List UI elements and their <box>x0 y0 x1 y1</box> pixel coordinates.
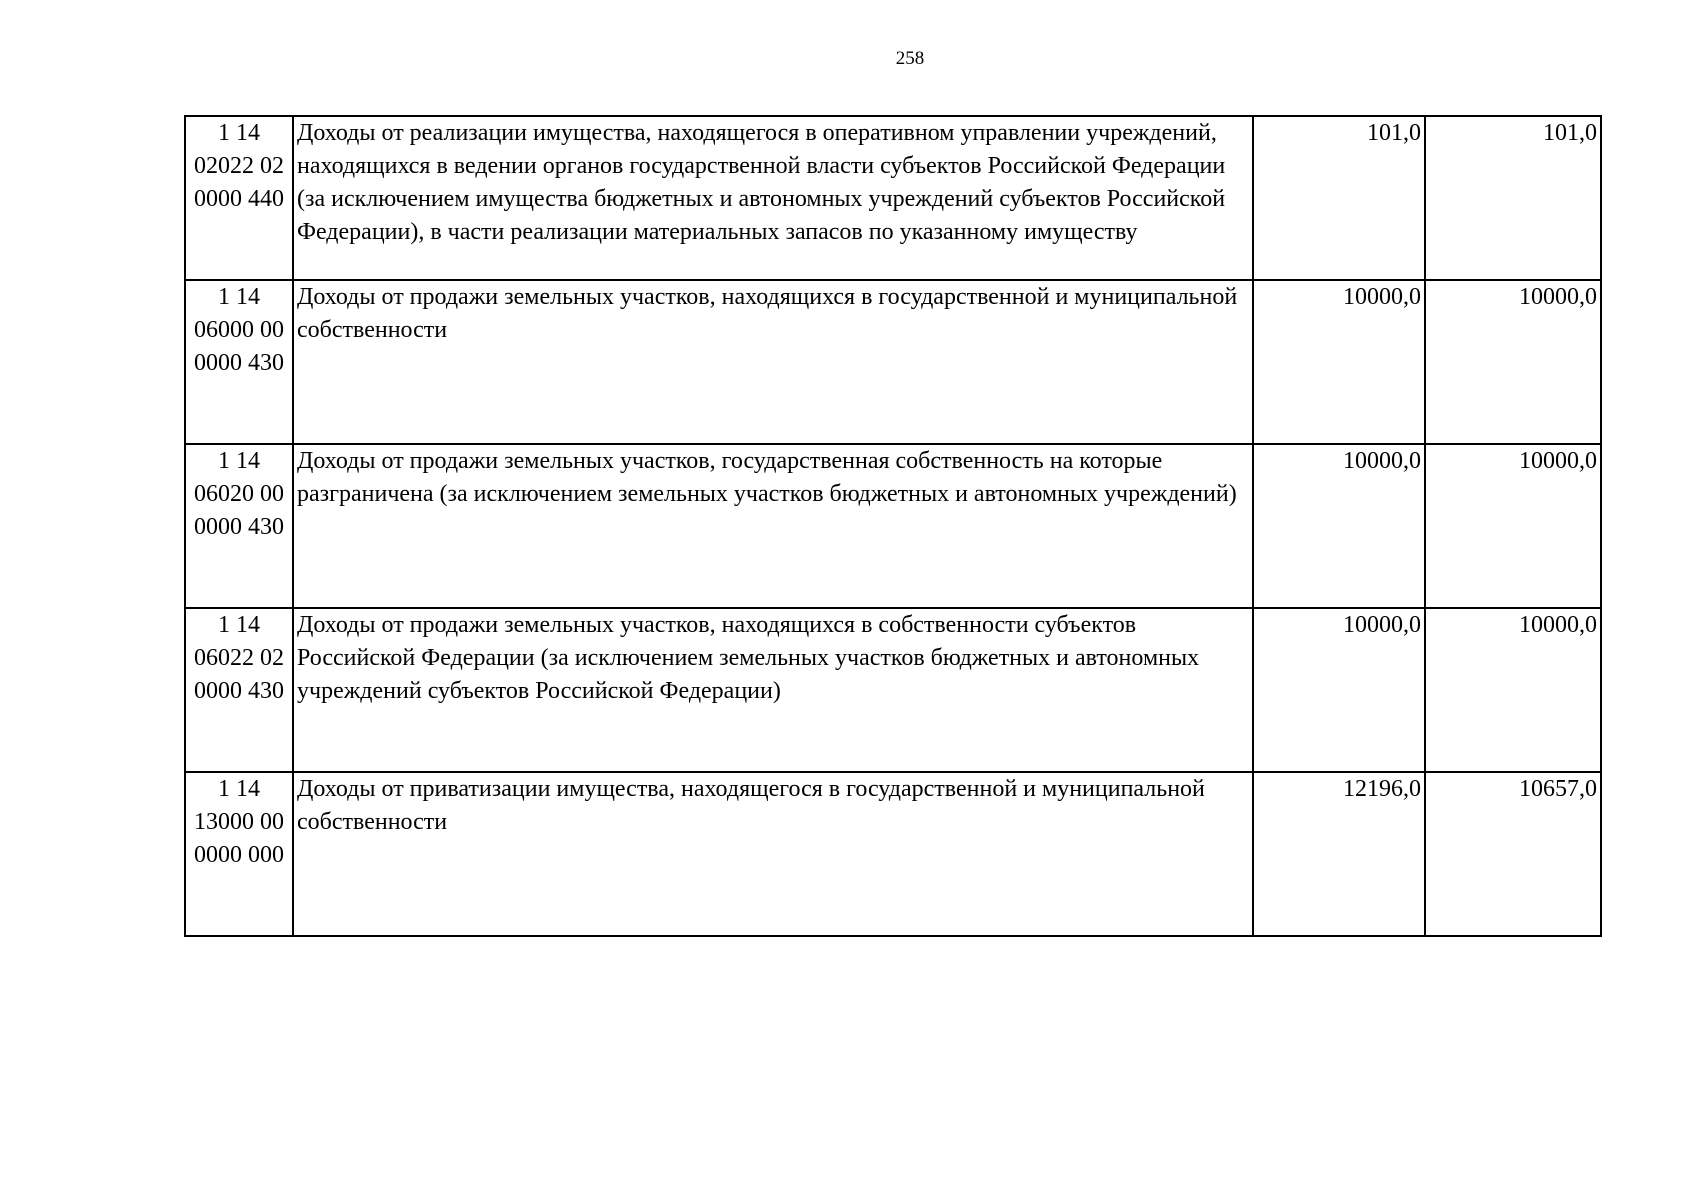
budget-code-cell <box>185 444 293 608</box>
table-row <box>185 608 1601 772</box>
value2-cell: 101,0 <box>1425 116 1601 280</box>
code-line: 1 14 <box>218 612 260 638</box>
budget-code-cell <box>185 772 293 936</box>
budget-code-cell <box>185 608 293 772</box>
value1-cell: 10000,0 <box>1253 608 1425 772</box>
value2-cell: 10000,0 <box>1425 444 1601 608</box>
code-line: 0000 430 <box>194 678 284 704</box>
description-cell: Доходы от реализации имущества, находящегося в оперативном управлении учреждений, находящихся в ведении органов государственной власти субъектов Российской Федерации (за исключением имущества бюджетных и автономных учреждений субъектов Российской Федерации), в части реализации материальных запасов по указанному имуществу <box>293 116 1253 280</box>
code-line: 0000 000 <box>194 842 284 868</box>
code-line: 06020 00 <box>194 481 284 507</box>
table-row <box>185 444 1601 608</box>
code-line: 1 14 <box>218 776 260 802</box>
value2-cell: 10000,0 <box>1425 280 1601 444</box>
value2-cell: 10000,0 <box>1425 608 1601 772</box>
value1-cell: 10000,0 <box>1253 444 1425 608</box>
description-cell: Доходы от продажи земельных участков, находящихся в государственной и муниципальной собственности <box>293 280 1253 444</box>
code-line: 06000 00 <box>194 317 284 343</box>
budget-table <box>184 115 1602 937</box>
code-line: 06022 02 <box>194 645 284 671</box>
value1-cell: 12196,0 <box>1253 772 1425 936</box>
code-line: 0000 440 <box>194 186 284 212</box>
code-line: 1 14 <box>218 120 260 146</box>
table-row <box>185 772 1601 936</box>
code-line: 02022 02 <box>194 153 284 179</box>
budget-code-cell <box>185 280 293 444</box>
budget-code-cell <box>185 116 293 280</box>
code-line: 0000 430 <box>194 350 284 376</box>
code-line: 13000 00 <box>194 809 284 835</box>
description-cell: Доходы от продажи земельных участков, государственная собственность на которые разграничена (за исключением земельных участков бюджетных и автономных учреждений) <box>293 444 1253 608</box>
table-row <box>185 116 1601 280</box>
page-number: 258 <box>895 48 925 69</box>
value1-cell: 101,0 <box>1253 116 1425 280</box>
code-line: 1 14 <box>218 448 260 474</box>
description-cell: Доходы от продажи земельных участков, находящихся в собственности субъектов Российской Федерации (за исключением земельных участков бюджетных и автономных учреждений субъектов Российской Федерации) <box>293 608 1253 772</box>
table-row <box>185 280 1601 444</box>
code-line: 0000 430 <box>194 514 284 540</box>
code-line: 1 14 <box>218 284 260 310</box>
value2-cell: 10657,0 <box>1425 772 1601 936</box>
value1-cell: 10000,0 <box>1253 280 1425 444</box>
description-cell: Доходы от приватизации имущества, находящегося в государственной и муниципальной собственности <box>293 772 1253 936</box>
